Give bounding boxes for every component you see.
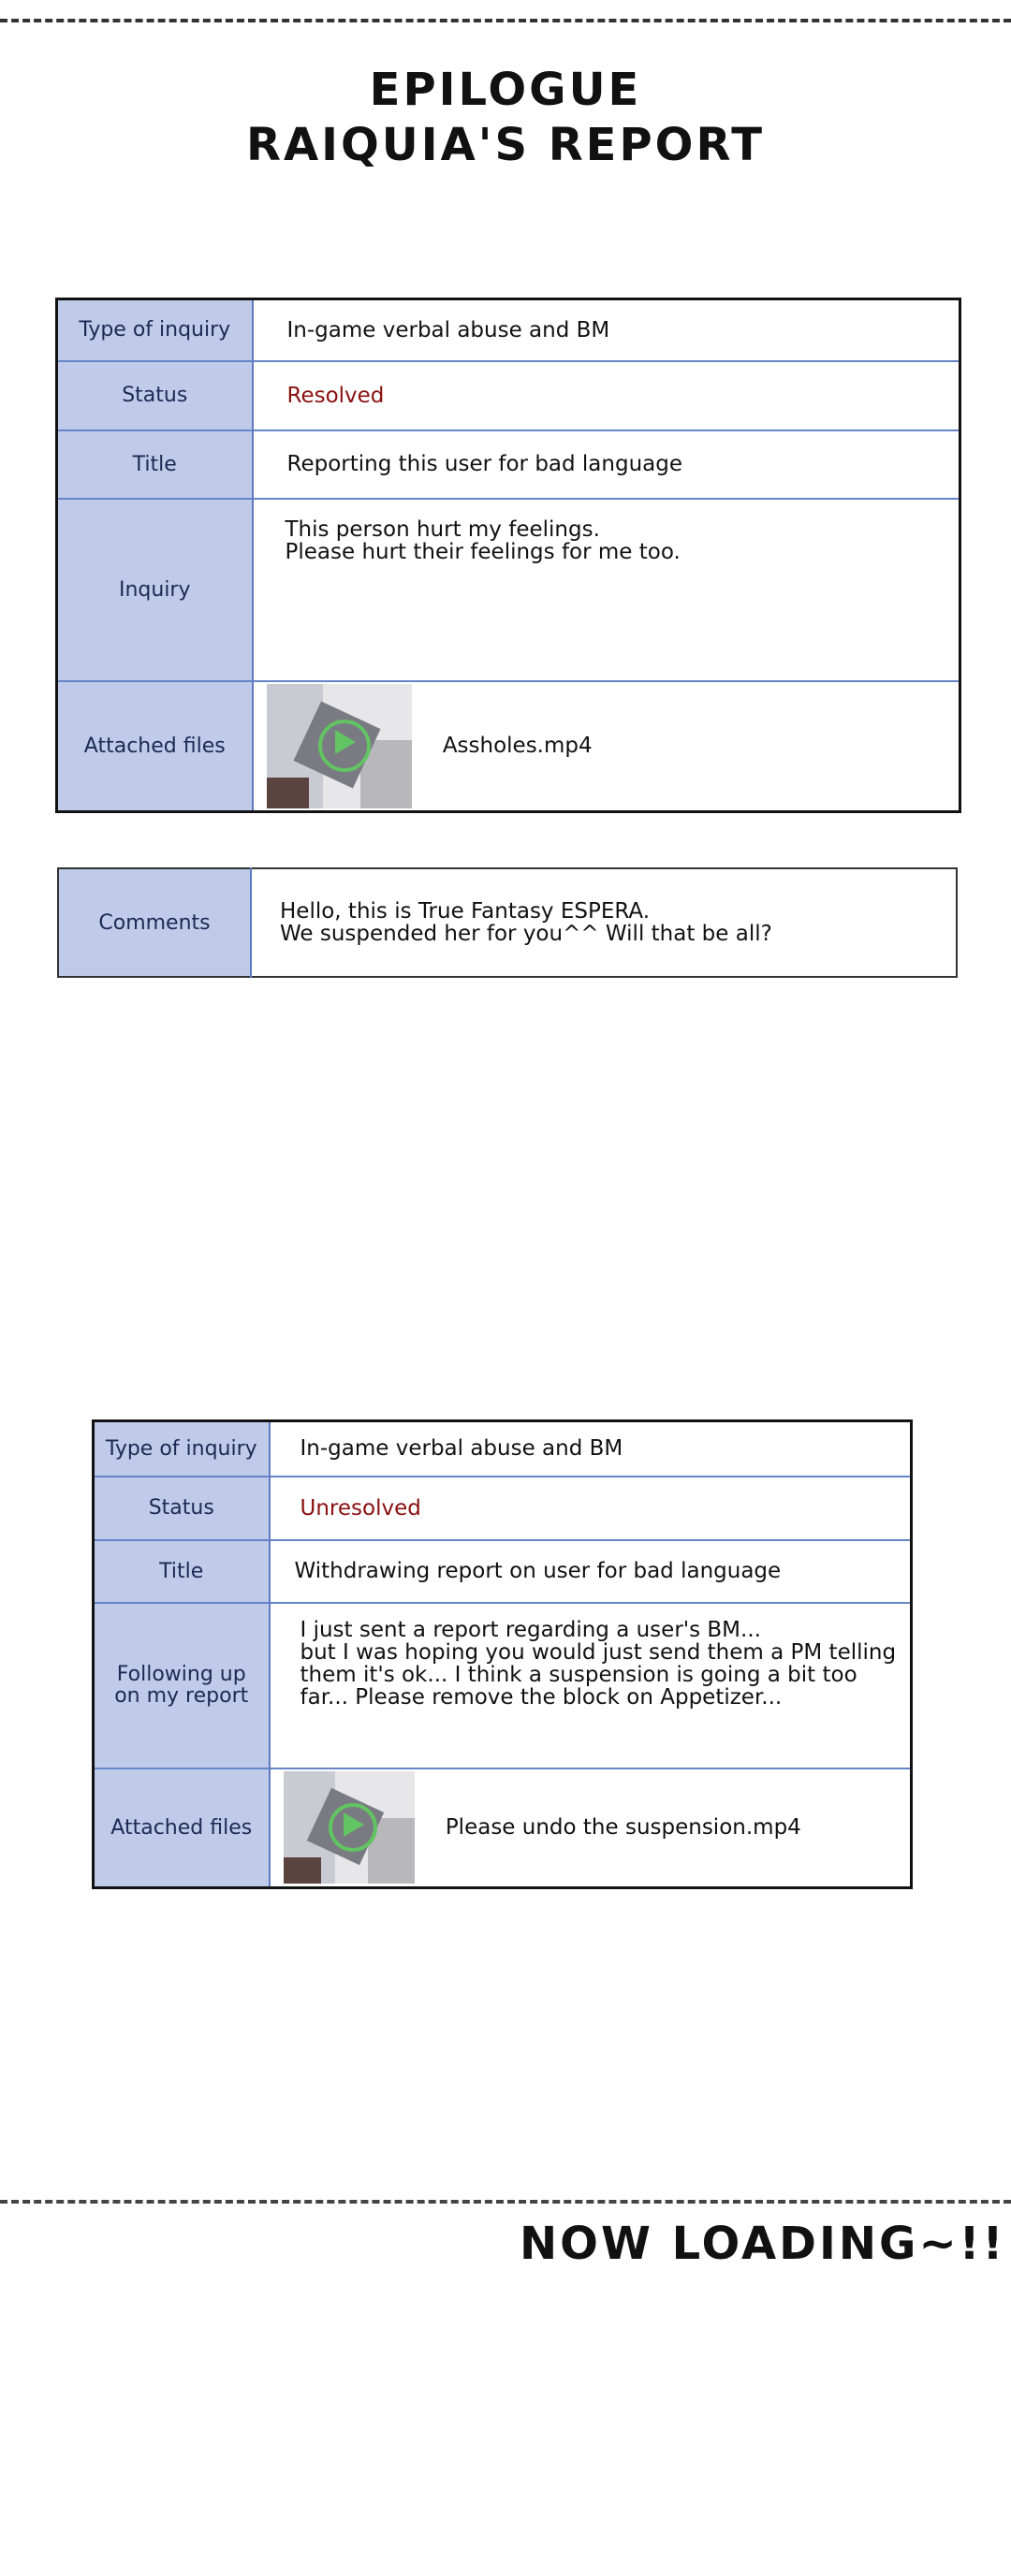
report-form-2 bbox=[92, 1419, 913, 1889]
status-badge: Resolved bbox=[253, 361, 960, 430]
row-attached-files-2 bbox=[94, 1768, 912, 1888]
label-attached-files-2: Attached files bbox=[94, 1768, 270, 1888]
value-type-of-inquiry-2: In-game verbal abuse and BM bbox=[270, 1421, 912, 1477]
value-type-of-inquiry: In-game verbal abuse and BM bbox=[253, 299, 960, 361]
report-form-1 bbox=[55, 298, 961, 813]
value-title: Reporting this user for bad language bbox=[253, 430, 960, 499]
label-title: Title bbox=[57, 430, 253, 499]
video-thumbnail-icon[interactable] bbox=[267, 684, 412, 808]
label-status: Status bbox=[57, 361, 253, 430]
attached-file-name-2[interactable]: Please undo the suspension.mp4 bbox=[445, 1815, 801, 1841]
value-follow-up: I just sent a report regarding a user's BM... but I was hoping you would just send them a PM telling them it's ok... I think a suspension is going a bit too far... Please remove the block on Appetizer... bbox=[300, 1617, 897, 1710]
row-status bbox=[57, 361, 960, 430]
row-type-of-inquiry-2 bbox=[94, 1421, 912, 1477]
now-loading-text: NOW LOADING~!! bbox=[520, 2218, 1006, 2270]
row-type-of-inquiry bbox=[57, 299, 960, 361]
top-dashed-border bbox=[0, 19, 1011, 22]
label-follow-up: Following up on my report bbox=[94, 1603, 270, 1768]
row-attached-files bbox=[57, 681, 960, 812]
status-badge-2: Unresolved bbox=[270, 1477, 912, 1540]
row-follow-up bbox=[94, 1603, 912, 1768]
label-title-2: Title bbox=[94, 1540, 270, 1603]
report-title: RAIQUIA'S REPORT bbox=[245, 119, 765, 171]
row-comments bbox=[58, 868, 957, 977]
comments-box bbox=[57, 867, 958, 978]
label-attached-files: Attached files bbox=[57, 681, 253, 812]
label-comments: Comments bbox=[58, 868, 251, 977]
row-title bbox=[57, 430, 960, 499]
value-comments: Hello, this is True Fantasy ESPERA. We suspended her for you^^ Will that be all? bbox=[280, 898, 772, 946]
value-inquiry: This person hurt my feelings. Please hurt their feelings for me too. bbox=[285, 517, 681, 564]
label-type-of-inquiry-2: Type of inquiry bbox=[94, 1421, 270, 1477]
row-status-2 bbox=[94, 1477, 912, 1540]
epilogue-title: EPILOGUE bbox=[369, 64, 642, 116]
label-inquiry: Inquiry bbox=[57, 499, 253, 681]
value-title-2: Withdrawing report on user for bad language bbox=[270, 1540, 912, 1603]
row-title-2 bbox=[94, 1540, 912, 1603]
bottom-dashed-border bbox=[0, 2200, 1011, 2204]
video-thumbnail-icon-2[interactable] bbox=[284, 1771, 415, 1884]
label-status-2: Status bbox=[94, 1477, 270, 1540]
label-type-of-inquiry: Type of inquiry bbox=[57, 299, 253, 361]
row-inquiry bbox=[57, 499, 960, 681]
attached-file-name[interactable]: Assholes.mp4 bbox=[442, 734, 593, 759]
